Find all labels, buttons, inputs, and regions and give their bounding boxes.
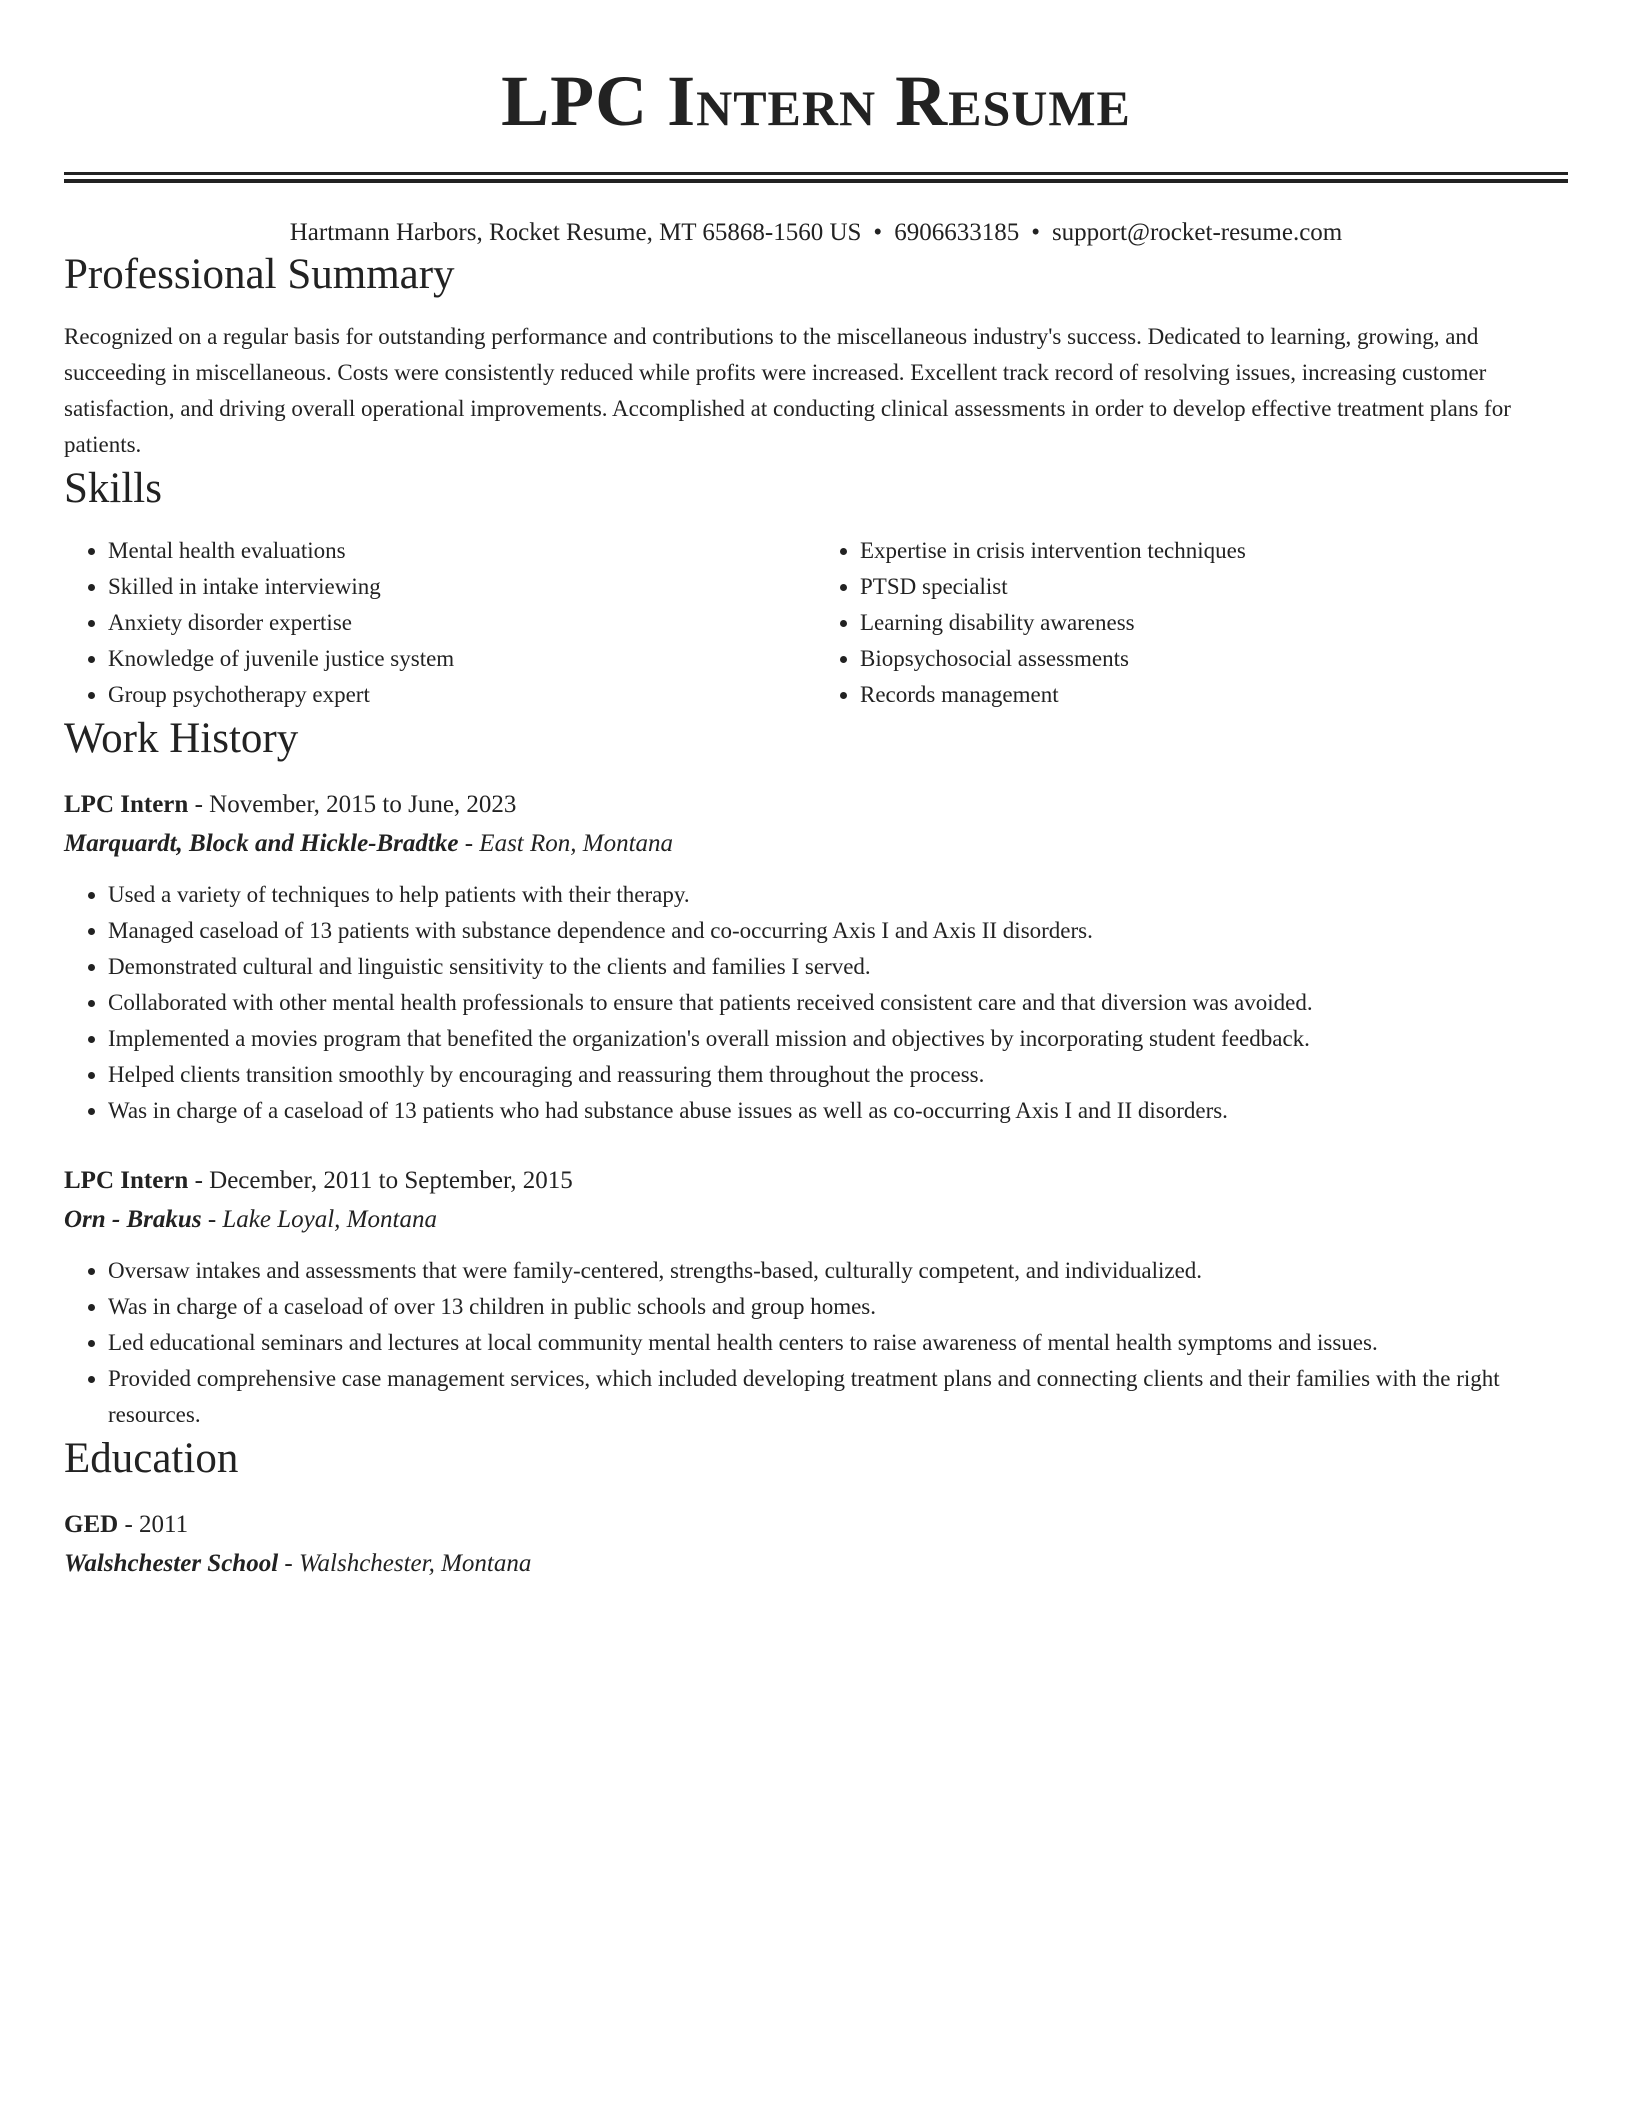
job-bullet: • Provided comprehensive case management services, which included developing treatment plans and connecting clients and their families with the right resources. — [108, 1361, 1568, 1433]
skill-item: • Knowledge of juvenile justice system — [108, 641, 816, 677]
summary-heading: Professional Summary — [64, 251, 455, 298]
job-dates: November, 2015 to June, 2023 — [209, 791, 517, 818]
job-dates: December, 2011 to September, 2015 — [209, 1167, 573, 1194]
skill-item: • Group psychotherapy expert — [108, 677, 816, 713]
contact-address: Hartmann Harbors, Rocket Resume, MT 65868-1560 US — [289, 219, 862, 246]
contact-phone: 6906633185 — [894, 219, 1020, 246]
job-role: LPC Intern — [64, 1167, 189, 1194]
job-bullets — [64, 1253, 1568, 1433]
skill-item: • Mental health evaluations — [108, 533, 816, 569]
job-bullet: • Led educational seminars and lectures at local community mental health centers to raise awareness of mental health symptoms and issues. — [108, 1325, 1568, 1361]
job-company: Marquardt, Block and Hickle-Bradtke — [64, 830, 459, 857]
job-location: East Ron, Montana — [479, 830, 674, 857]
job-bullet: • Helped clients transition smoothly by encouraging and reassuring them throughout the process. — [108, 1057, 1568, 1093]
job-company-line: Orn - Brakus - Lake Loyal, Montana — [64, 1206, 437, 1233]
education-school-line: Walshchester School - Walshchester, Montana — [64, 1550, 532, 1577]
work-history-heading: Work History — [64, 715, 299, 762]
education-degree: GED — [64, 1511, 119, 1538]
job-bullet: • Collaborated with other mental health professionals to ensure that patients received consistent care and that diversion was avoided. — [108, 985, 1568, 1021]
job-entry — [64, 1163, 1568, 1433]
job-title-line: LPC Intern - December, 2011 to September, 2015 — [64, 1167, 573, 1194]
job-location: Lake Loyal, Montana — [222, 1206, 437, 1233]
job-bullet: • Demonstrated cultural and linguistic sensitivity to the clients and families I served. — [108, 949, 1568, 985]
job-bullet: • Used a variety of techniques to help patients with their therapy. — [108, 877, 1568, 913]
skill-item: • Anxiety disorder expertise — [108, 605, 816, 641]
education-degree-line: GED - 2011 — [64, 1511, 189, 1538]
skills-column-left — [64, 533, 816, 713]
skills-heading: Skills — [64, 465, 162, 512]
education-year: 2011 — [139, 1511, 189, 1538]
skill-item: • Skilled in intake interviewing — [108, 569, 816, 605]
contact-email: support@rocket-resume.com — [1051, 219, 1343, 246]
job-bullet: • Oversaw intakes and assessments that were family-centered, strengths-based, culturally competent, and individualized. — [108, 1253, 1568, 1289]
job-bullet: • Was in charge of a caseload of over 13 children in public schools and group homes. — [108, 1289, 1568, 1325]
contact-separator: • — [1031, 219, 1040, 246]
education-heading: Education — [64, 1435, 239, 1482]
job-bullet: • Managed caseload of 13 patients with substance dependence and co-occurring Axis I and Axis II disorders. — [108, 913, 1568, 949]
skill-item: • Records management — [860, 677, 1568, 713]
skill-item: • Expertise in crisis intervention techniques — [860, 533, 1568, 569]
education-school: Walshchester School — [64, 1550, 279, 1577]
skill-item: • PTSD specialist — [860, 569, 1568, 605]
job-company: Orn - Brakus — [64, 1206, 202, 1233]
summary-text: Recognized on a regular basis for outstanding performance and contributions to the miscellaneous industry's success. Dedicated to learning, growing, and succeeding in miscellaneous. Costs were consistently reduced while profits were increased. Excellent track record of resolving issues, increasing customer satisfaction, and driving overall operational improvements. Accomplished at conducting clinical assessments in order to develop effective treatment plans for patients. — [64, 324, 1511, 457]
job-role: LPC Intern — [64, 791, 189, 818]
education-location: Walshchester, Montana — [298, 1550, 532, 1577]
skills-list — [64, 533, 1568, 713]
job-bullets — [64, 877, 1568, 1129]
skill-item: • Learning disability awareness — [860, 605, 1568, 641]
job-company-line: Marquardt, Block and Hickle-Bradtke - East Ron, Montana — [64, 830, 674, 857]
skill-item: • Biopsychosocial assessments — [860, 641, 1568, 677]
job-bullet: • Implemented a movies program that benefited the organization's overall mission and objectives by incorporating student feedback. — [108, 1021, 1568, 1057]
contact-separator: • — [873, 219, 883, 246]
skills-column-right — [816, 533, 1568, 713]
page-title: LPC Intern Resume — [501, 61, 1131, 141]
job-title-line: LPC Intern - November, 2015 to June, 2023 — [64, 791, 517, 818]
job-entry — [64, 787, 1568, 1129]
job-bullet: • Was in charge of a caseload of 13 patients who had substance abuse issues as well as co-occurring Axis I and II disorders. — [108, 1093, 1568, 1129]
contact-line — [64, 217, 1568, 249]
title-double-rule — [64, 172, 1568, 183]
